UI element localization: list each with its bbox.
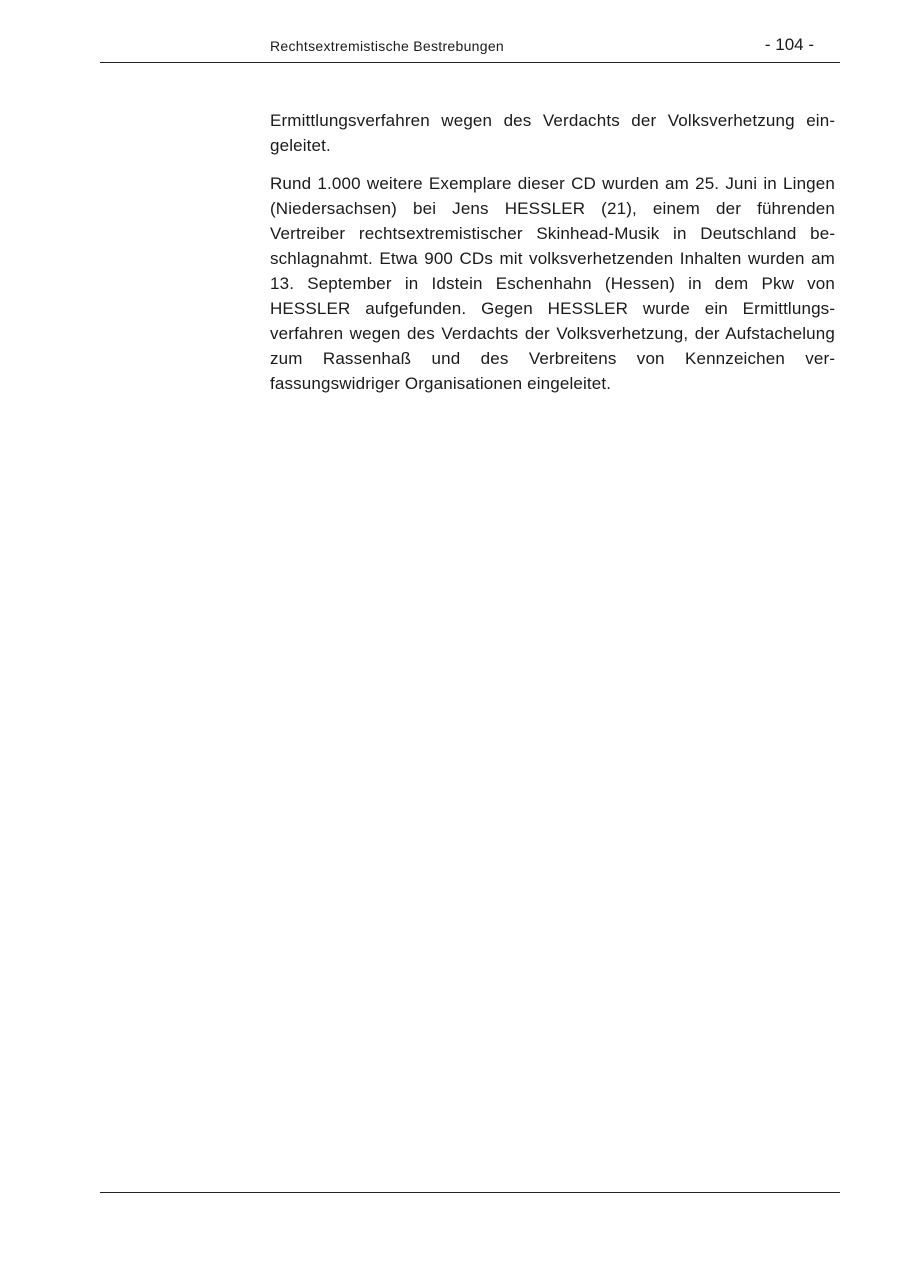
body-text (270, 108, 835, 409)
page-number: - 104 - (764, 35, 814, 54)
page-header (100, 34, 840, 63)
paragraph-1: Ermittlungsverfahren wegen des Verdachts der Volksverhetzung eingeleitet. (270, 111, 835, 155)
footer-rule (100, 1192, 840, 1193)
paragraph-2: Rund 1.000 weitere Exemplare dieser CD wurden am 25. Juni in Lingen (Niedersachsen) bei Jens HESSLER (21), einem der führenden Vertreiber rechtsextremistischer Skinhead-Musik in Deutschland beschlagnahmt. Etwa 900 CDs mit volksverhetzenden Inhalten wurden am 13. September in Idstein Eschenhahn (Hessen) in dem Pkw von HESSLER aufgefunden. Gegen HESSLER wurde ein Ermittlungsverfahren wegen des Verdachts der Volksverhetzung, der Aufstachelung zum Rassenhaß und des Verbreitens von Kennzeichen verfassungswidriger Organisationen eingeleitet. (270, 174, 835, 393)
running-title: Rechtsextremistische Bestrebungen (270, 38, 505, 54)
